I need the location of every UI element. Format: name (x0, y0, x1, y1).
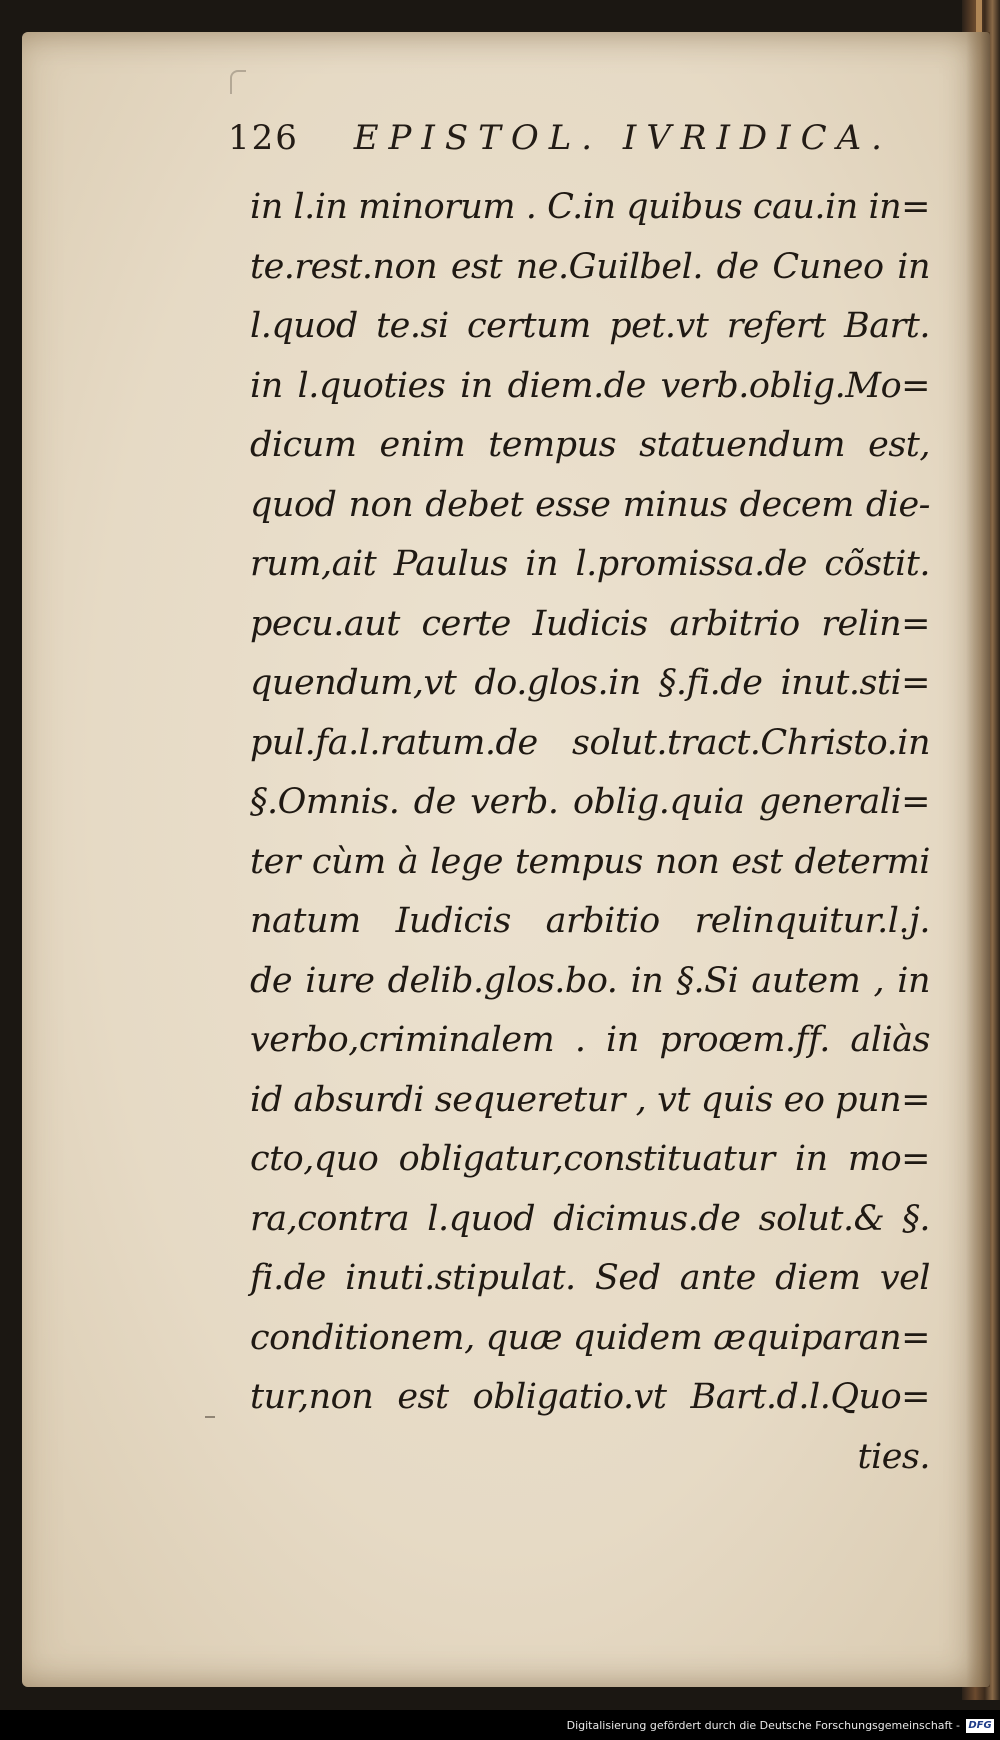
pencil-mark (230, 70, 246, 94)
text-line: natum Iudicis arbitio relinquitur.l.j. (250, 901, 930, 941)
running-head (228, 118, 892, 168)
running-title: EPISTOL. IVRIDICA. (353, 118, 892, 158)
text-line: id absurdi sequeretur , vt quis eo pun= (250, 1079, 930, 1120)
digitization-footer (0, 1710, 1000, 1740)
text-line: quod non debet esse minus decem die- (250, 484, 930, 525)
body-text (250, 178, 930, 1487)
text-line: ties. (857, 1436, 930, 1477)
text-line: rum,ait Paulus in l.promissa.de cõstit. (250, 544, 930, 584)
text-line: conditionem, quæ quidem æquiparan= (250, 1317, 930, 1358)
text-line: verbo,criminalem . in proœm.ff. aliàs (250, 1020, 930, 1060)
footer-credit: Digitalisierung gefördert durch die Deutsche Forschungsgemeinschaft - (566, 1719, 960, 1732)
text-line: §.Omnis. de verb. oblig.quia generali= (250, 782, 930, 822)
text-line: fi.de inuti.stipulat. Sed ante diem vel (250, 1258, 930, 1298)
text-line: te.rest.non est ne.Guilbel. de Cuneo in (250, 246, 930, 287)
text-line: quendum,vt do.glos.in §.fi.de inut.sti= (250, 663, 930, 703)
text-line: l.quod te.si certum pet.vt refert Bart. (250, 306, 930, 346)
text-line: tur,non est obligatio.vt Bart.d.l.Quo= (250, 1377, 930, 1417)
text-line: in l.in minorum . C.in quibus cau.in in= (250, 187, 930, 227)
margin-mark (205, 1416, 215, 1418)
text-line: ter cùm à lege tempus non est determi (250, 841, 930, 882)
text-line: de iure delib.glos.bo. in §.Si autem , in (250, 960, 930, 1001)
page-number: 126 (228, 118, 299, 158)
text-line: ra,contra l.quod dicimus.de solut.& §. (250, 1198, 930, 1239)
text-line: dicum enim tempus statuendum est, (250, 425, 930, 465)
dfg-logo-icon: DFG (966, 1719, 994, 1733)
text-line: pecu.aut certe Iudicis arbitrio relin= (250, 603, 930, 644)
page-gutter-shadow (966, 32, 990, 1687)
text-line: in l.quoties in diem.de verb.oblig.Mo= (250, 365, 930, 406)
text-line: cto,quo obligatur,constituatur in mo= (250, 1139, 930, 1179)
text-line: pul.fa.l.ratum.de solut.tract.Christo.in (250, 722, 930, 763)
